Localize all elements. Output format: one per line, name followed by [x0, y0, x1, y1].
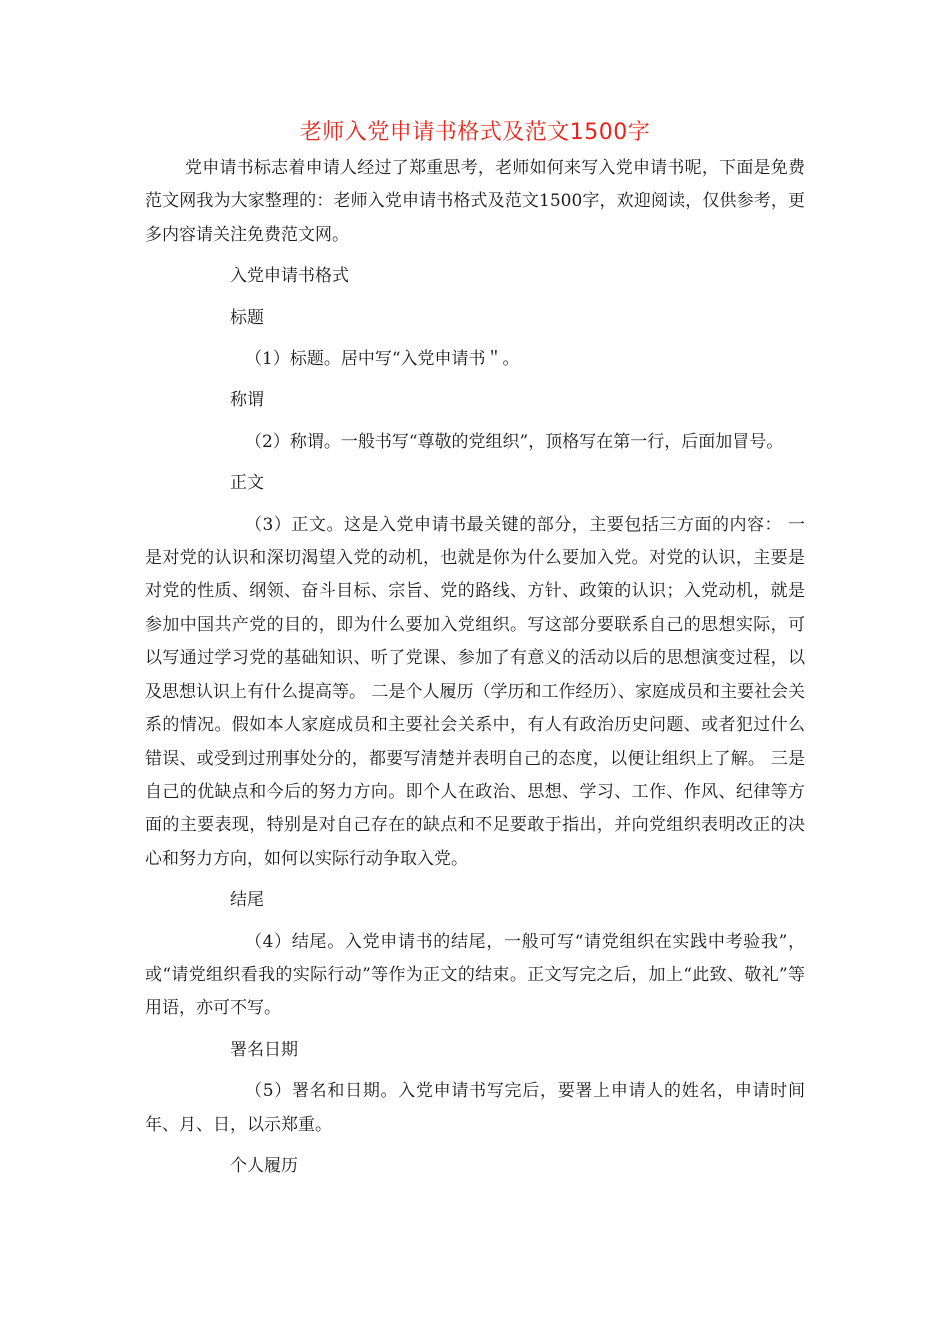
- heading-title: 标题: [230, 307, 264, 328]
- heading-closing: 结尾: [230, 890, 264, 911]
- document-title: 老师入党申请书格式及范文1500字: [299, 120, 651, 145]
- paragraph-closing: （4）结尾。入党申请书的结尾，一般可写“请党组织在实践中考验我”，或“请党组织看我的实际行动”等作为正文的结束。正文写完之后，加上“此致、敬礼”等用语，亦可不写。: [145, 931, 805, 1019]
- paragraph-body: （3）正文。这是入党申请书最关键的部分，主要包括三方面的内容： 一是对党的认识和深切渴望入党的动机，也就是你为什么要加入党。对党的认识，主要是对党的性质、纲领、奋斗目标、宗旨、党的路线、方针、政策的认识；入党动机，就是参加中国共产党的目的，即为什么要加入党组织。写这部分要联系自己的思想实际，可以写通过学习党的基础知识、听了党课、参加了有意义的活动以后的思想演变过程，以及思想认识上有什么提高等。 二是个人履历（学历和工作经历）、家庭成员和主要社会关系的情况。假如本人家庭成员和主要社会关系中，有人有政治历史问题、或者犯过什么错误、或受到过刑事处分的，都要写清楚并表明自己的态度，以便让组织上了解。 三是自己的优缺点和今后的努力方向。即个人在政治、思想、学习、工作、作风、纪律等方面的主要表现，特别是对自己存在的缺点和不足要敢于指出，并向党组织表明改正的决心和努力方向，如何以实际行动争取入党。: [145, 514, 805, 869]
- heading-salutation: 称谓: [230, 390, 264, 411]
- intro-paragraph: 党申请书标志着申请人经过了郑重思考，老师如何来写入党申请书呢，下面是免费范文网我为大家整理的：老师入党申请书格式及范文1500字，欢迎阅读，仅供参考，更多内容请关注免费范文网。: [145, 158, 805, 245]
- heading-resume: 个人履历: [230, 1155, 298, 1176]
- paragraph-title: （1）标题。居中写“入党申请书＂。: [245, 349, 520, 370]
- paragraph-signature: （5）署名和日期。入党申请书写完后，要署上申请人的姓名，申请时间年、月、日，以示郑重。: [145, 1081, 805, 1135]
- section-heading-format: 入党申请书格式: [230, 266, 349, 287]
- heading-signature: 署名日期: [230, 1039, 298, 1060]
- document-body: [145, 152, 805, 1183]
- heading-body: 正文: [230, 473, 264, 494]
- paragraph-salutation: （2）称谓。一般书写“尊敬的党组织”，顶格写在第一行，后面加冒号。: [245, 431, 784, 452]
